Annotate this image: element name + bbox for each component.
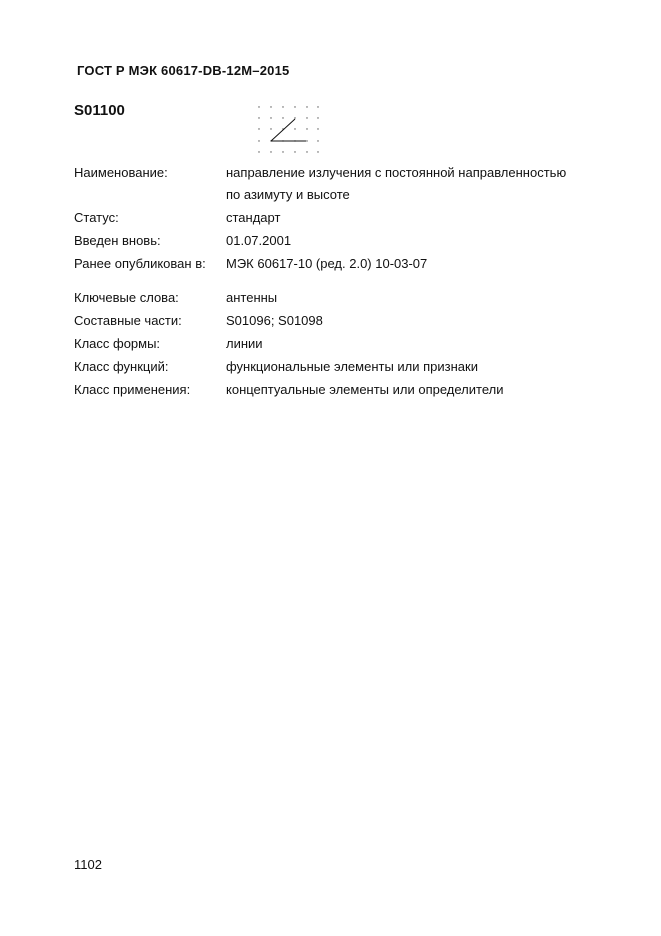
grid-dot <box>306 151 307 152</box>
field-status-label: Статус: <box>74 210 119 225</box>
grid-dot <box>270 117 271 118</box>
grid-dot <box>306 117 307 118</box>
grid-dot <box>282 117 283 118</box>
grid-dot <box>282 106 283 107</box>
field-function-class <box>0 359 661 381</box>
grid-dot <box>258 151 259 152</box>
field-application-class-label: Класс применения: <box>74 382 191 397</box>
grid-dot <box>258 117 259 118</box>
grid-dot <box>270 106 271 107</box>
field-form-class-value: линии <box>226 336 263 351</box>
field-previously-published-label: Ранее опубликован в: <box>74 256 206 271</box>
grid-dot <box>317 117 318 118</box>
grid-dot <box>306 106 307 107</box>
grid-dot <box>282 151 283 152</box>
field-status-value: стандарт <box>226 210 281 225</box>
field-previously-published-value: МЭК 60617-10 (ред. 2.0) 10-03-07 <box>226 256 428 271</box>
field-components-label: Составные части: <box>74 313 182 328</box>
grid-dot <box>258 140 259 141</box>
grid-dot <box>294 151 295 152</box>
field-application-class <box>0 382 661 404</box>
field-introduced-label: Введен вновь: <box>74 233 161 248</box>
field-name <box>0 165 661 187</box>
field-keywords-value: антенны <box>226 290 278 305</box>
grid-dot <box>317 140 318 141</box>
field-components <box>0 313 661 335</box>
field-status <box>0 210 661 232</box>
grid-dot <box>270 151 271 152</box>
radiation-direction-symbol-icon <box>255 104 321 156</box>
field-form-class <box>0 336 661 358</box>
field-keywords <box>0 290 661 312</box>
grid-dot <box>317 106 318 107</box>
field-form-class-label: Класс формы: <box>74 336 161 351</box>
grid-dot <box>258 128 259 129</box>
grid-dot <box>294 117 295 118</box>
grid-dot <box>258 106 259 107</box>
field-name-label: Наименование: <box>74 165 168 180</box>
field-introduced-value: 01.07.2001 <box>226 233 292 248</box>
document-header: ГОСТ Р МЭК 60617-DB-12M–2015 <box>77 63 290 78</box>
grid-dot <box>317 128 318 129</box>
field-introduced <box>0 233 661 255</box>
field-function-class-value: функциональные элементы или признаки <box>226 359 478 374</box>
grid-dot <box>294 128 295 129</box>
field-application-class-value: концептуальные элементы или определители <box>226 382 504 397</box>
field-function-class-label: Класс функций: <box>74 359 169 374</box>
grid-dot <box>294 106 295 107</box>
field-components-value: S01096; S01098 <box>226 313 323 328</box>
field-name-continued <box>0 187 661 209</box>
grid-dot <box>306 140 307 141</box>
grid-dot <box>306 128 307 129</box>
page-number: 1102 <box>74 857 102 872</box>
symbol-code: S01100 <box>74 102 125 119</box>
grid-dot <box>317 151 318 152</box>
field-name-value-line1: направление излучения с постоянной направленностью <box>226 165 567 180</box>
field-name-value-line2: по азимуту и высоте <box>226 187 350 202</box>
field-previously-published <box>0 256 661 278</box>
field-keywords-label: Ключевые слова: <box>74 290 179 305</box>
grid-dot <box>270 128 271 129</box>
